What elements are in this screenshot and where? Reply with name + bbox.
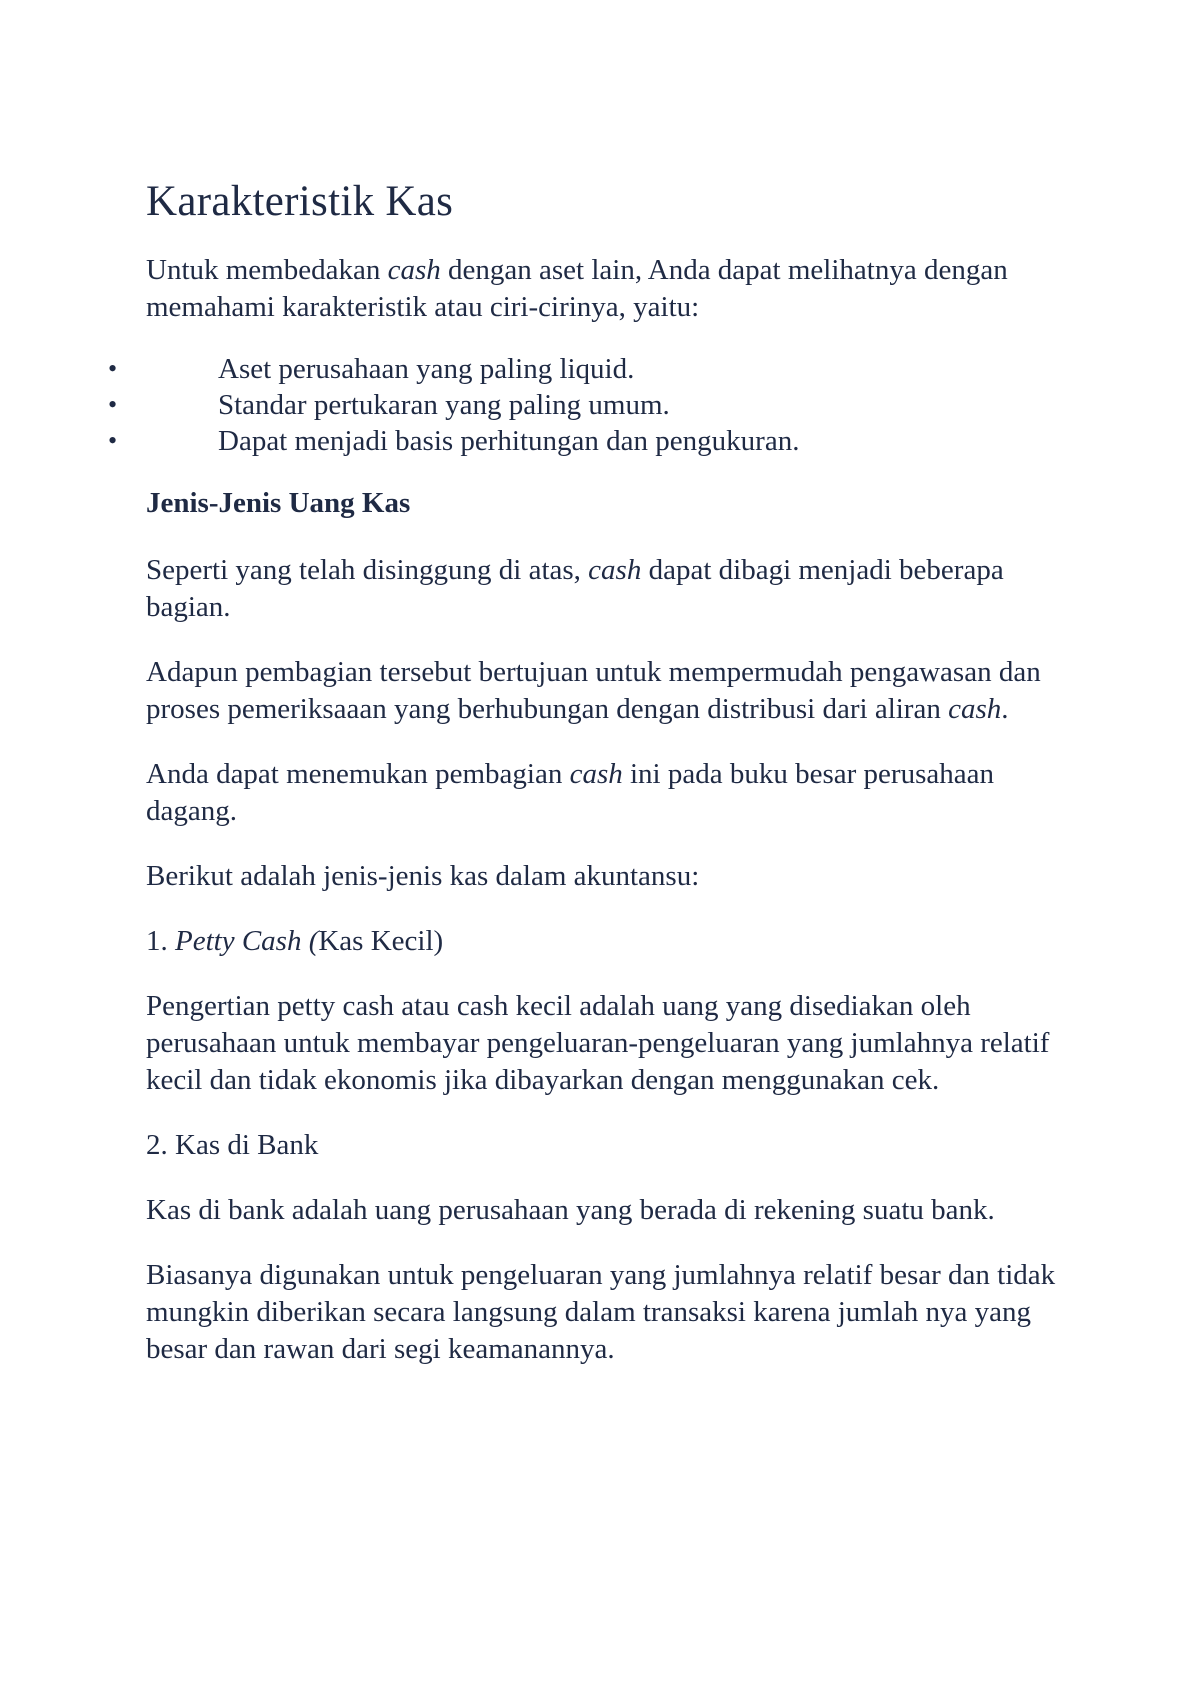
list-item [0, 387, 1066, 423]
page-title: Karakteristik Kas [146, 178, 454, 225]
paragraph-emphasis: cash [588, 554, 642, 586]
paragraph-emphasis: cash [948, 693, 1002, 725]
item-2-description-2: Biasanya digunakan untuk pengeluaran yang jumlahnya relatif besar dan tidak mungkin diberikan secara langsung dalam transaksi karena jumlah nya yang besar dan rawan dari segi keamanannya. [146, 1259, 1056, 1365]
paragraph-emphasis: cash [569, 758, 623, 790]
characteristics-list [0, 351, 1066, 459]
paragraph-1 [146, 552, 1066, 626]
bullet-icon: • [108, 390, 118, 419]
section-heading: Jenis-Jenis Uang Kas [146, 487, 411, 519]
item-emphasis: Petty Cash ( [175, 925, 319, 957]
document-body [108, 176, 1066, 1396]
paragraph-4: Berikut adalah jenis-jenis kas dalam akuntansu: [146, 860, 700, 892]
list-item [0, 423, 1066, 459]
item-title-text: Kas Kecil) [318, 925, 444, 957]
paragraph-text: Adapun pembagian tersebut bertujuan untuk mempermudah pengawasan dan proses pemeriksaaan yang berhubungan dengan distribusi dari aliran [146, 656, 1041, 725]
intro-text-start: Untuk membedakan [146, 254, 388, 286]
list-item-text: Dapat menjadi basis perhitungan dan pengukuran. [218, 425, 800, 457]
intro-paragraph [146, 252, 1066, 326]
paragraph-2 [146, 654, 1066, 728]
item-number: 1. [146, 925, 175, 957]
intro-text-end: dengan aset lain, Anda dapat melihatnya dengan memahami karakteristik atau ciri-cirinya, yaitu: [146, 254, 1008, 323]
item-1-heading [146, 923, 1066, 960]
intro-emphasis: cash [387, 254, 441, 286]
list-item-text: Standar pertukaran yang paling umum. [218, 389, 670, 421]
item-2-heading: 2. Kas di Bank [146, 1129, 319, 1161]
paragraph-text: Anda dapat menemukan pembagian [146, 758, 570, 790]
bullet-icon: • [108, 354, 118, 383]
paragraph-text: dapat dibagi menjadi beberapa bagian. [146, 554, 1004, 623]
item-1-description: Pengertian petty cash atau cash kecil adalah uang yang disediakan oleh perusahaan untuk membayar pengeluaran-pengeluaran yang jumlahnya relatif kecil dan tidak ekonomis jika dibayarkan dengan menggunakan cek. [146, 990, 1050, 1096]
paragraph-3 [146, 756, 1066, 830]
bullet-icon: • [108, 426, 118, 455]
item-2-description: Kas di bank adalah uang perusahaan yang berada di rekening suatu bank. [146, 1194, 995, 1226]
paragraph-text: ini pada buku besar perusahaan dagang. [146, 758, 994, 827]
list-item-text: Aset perusahaan yang paling liquid. [218, 353, 635, 385]
paragraph-text: . [1001, 693, 1009, 725]
list-item [0, 351, 1066, 387]
paragraph-text: Seperti yang telah disinggung di atas, [146, 554, 589, 586]
